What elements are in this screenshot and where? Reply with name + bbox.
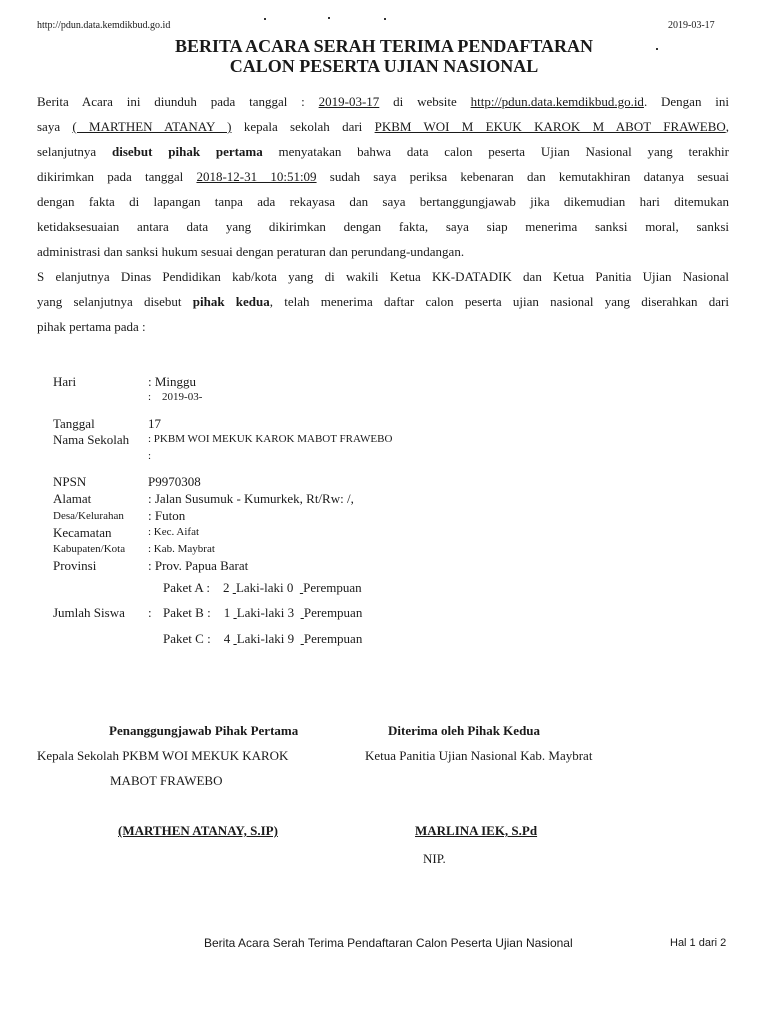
- label-jumlah-siswa: Jumlah Siswa: [53, 605, 125, 620]
- paket-row: Paket C : 4 Laki-laki 9 Perempuan: [163, 631, 363, 646]
- value-hari: : Minggu: [148, 374, 197, 389]
- value-alamat: : Jalan Susumuk - Kumurkek, Rt/Rw: /,: [148, 491, 354, 506]
- footer-page-number: Hal 1 dari 2: [670, 937, 727, 949]
- body-line-9: yang selanjutnya disebut pihak kedua, telah menerima daftar calon peserta ujian nasional yang diserahkan dari: [37, 294, 729, 309]
- scan-speck: [264, 18, 266, 20]
- signature-right-title: Diterima oleh Pihak Kedua: [388, 723, 541, 738]
- value-kabupaten: : Kab. Maybrat: [148, 543, 215, 555]
- value-npsn: P9970308: [148, 474, 201, 489]
- label-nama-sekolah: Nama Sekolah: [53, 432, 130, 447]
- signature-right-name: MARLINA IEK, S.Pd: [415, 823, 538, 838]
- value-tanggal-top: : 2019-03-: [148, 391, 203, 403]
- label-kecamatan: Kecamatan: [53, 525, 112, 540]
- label-provinsi: Provinsi: [53, 558, 97, 573]
- signature-left-name: (MARTHEN ATANAY, S.IP): [118, 823, 278, 838]
- label-kabupaten: Kabupaten/Kota: [53, 543, 126, 555]
- scan-speck: [384, 18, 386, 20]
- body-line-4: dikirimkan pada tanggal 2018-12-31 10:51:09 sudah saya periksa kebenaran dan kemutakhiran datanya sesuai: [37, 169, 729, 184]
- submission-datetime: 2018-12-31 10:51:09: [196, 169, 317, 184]
- signature-left-role-2: MABOT FRAWEBO: [110, 773, 223, 788]
- paket-row: Paket A : 2 Laki-laki 0 Perempuan: [163, 580, 362, 595]
- body-line-10: pihak pertama pada :: [37, 319, 146, 334]
- label-tanggal: Tanggal: [53, 416, 95, 431]
- paket-row: Paket B : 1 Laki-laki 3 Perempuan: [163, 605, 363, 620]
- headmaster-name: ( MARTHEN ATANAY ): [72, 119, 232, 134]
- label-alamat: Alamat: [53, 491, 92, 506]
- body-line-8: S elanjutnya Dinas Pendidikan kab/kota yang di wakili Ketua KK-DATADIK dan Ketua Panitia Ujian Nasional: [37, 269, 729, 284]
- header-url: http://pdun.data.kemdikbud.go.id: [37, 20, 171, 31]
- doc-title-line-1: BERITA ACARA SERAH TERIMA PENDAFTARAN: [174, 36, 594, 56]
- header-date: 2019-03-17: [668, 20, 715, 31]
- body-line-3: selanjutnya disebut pihak pertama menyatakan bahwa data calon peserta Ujian Nasional yang terakhir: [37, 144, 729, 159]
- label-hari: Hari: [53, 374, 77, 389]
- scan-speck: [328, 17, 330, 19]
- download-date: 2019-03-17: [318, 94, 380, 109]
- body-line-2: saya ( MARTHEN ATANAY ) kepala sekolah dari PKBM WOI M EKUK KAROK M ABOT FRAWEBO,: [37, 119, 729, 134]
- label-desa: Desa/Kelurahan: [53, 510, 124, 522]
- website-link[interactable]: http://pdun.data.kemdikbud.go.id: [470, 94, 644, 109]
- value-desa: : Futon: [148, 508, 186, 523]
- body-line-1: Berita Acara ini diunduh pada tanggal : 2019-03-17 di website http://pdun.data.kemdikbud.go.id. Dengan ini: [37, 94, 729, 109]
- value-kecamatan: : Kec. Aifat: [148, 526, 200, 538]
- school-name: PKBM WOI M EKUK KAROK M ABOT FRAWEBO: [374, 119, 726, 134]
- value-nama-sekolah-colon: :: [148, 450, 152, 462]
- signature-right-nip: NIP.: [423, 851, 446, 866]
- body-line-5: dengan fakta di lapangan tanpa ada rekayasa dan saya bertanggungjawab jika dikemudian hari ditemukan: [37, 194, 729, 209]
- value-nama-sekolah: : PKBM WOI MEKUK KAROK MABOT FRAWEBO: [148, 433, 393, 445]
- signature-left-title: Penanggungjawab Pihak Pertama: [109, 723, 299, 738]
- signature-left-role-1: Kepala Sekolah PKBM WOI MEKUK KAROK: [37, 748, 289, 763]
- signature-right-role: Ketua Panitia Ujian Nasional Kab. Maybrat: [365, 748, 593, 763]
- footer-doc-title: Berita Acara Serah Terima Pendaftaran Calon Peserta Ujian Nasional: [204, 936, 573, 950]
- doc-title-line-2: CALON PESERTA UJIAN NASIONAL: [229, 56, 539, 76]
- body-line-7: administrasi dan sanksi hukum sesuai dengan peraturan dan perundang-undangan.: [37, 244, 465, 259]
- value-provinsi: : Prov. Papua Barat: [148, 558, 249, 573]
- jumlah-siswa-colon: :: [148, 605, 152, 620]
- body-line-6: ketidaksesuaian antara data yang dikirimkan dengan fakta, saya siap menerima sanksi moral, sanksi: [37, 219, 729, 234]
- label-npsn: NPSN: [53, 474, 87, 489]
- value-tanggal: 17: [148, 416, 161, 431]
